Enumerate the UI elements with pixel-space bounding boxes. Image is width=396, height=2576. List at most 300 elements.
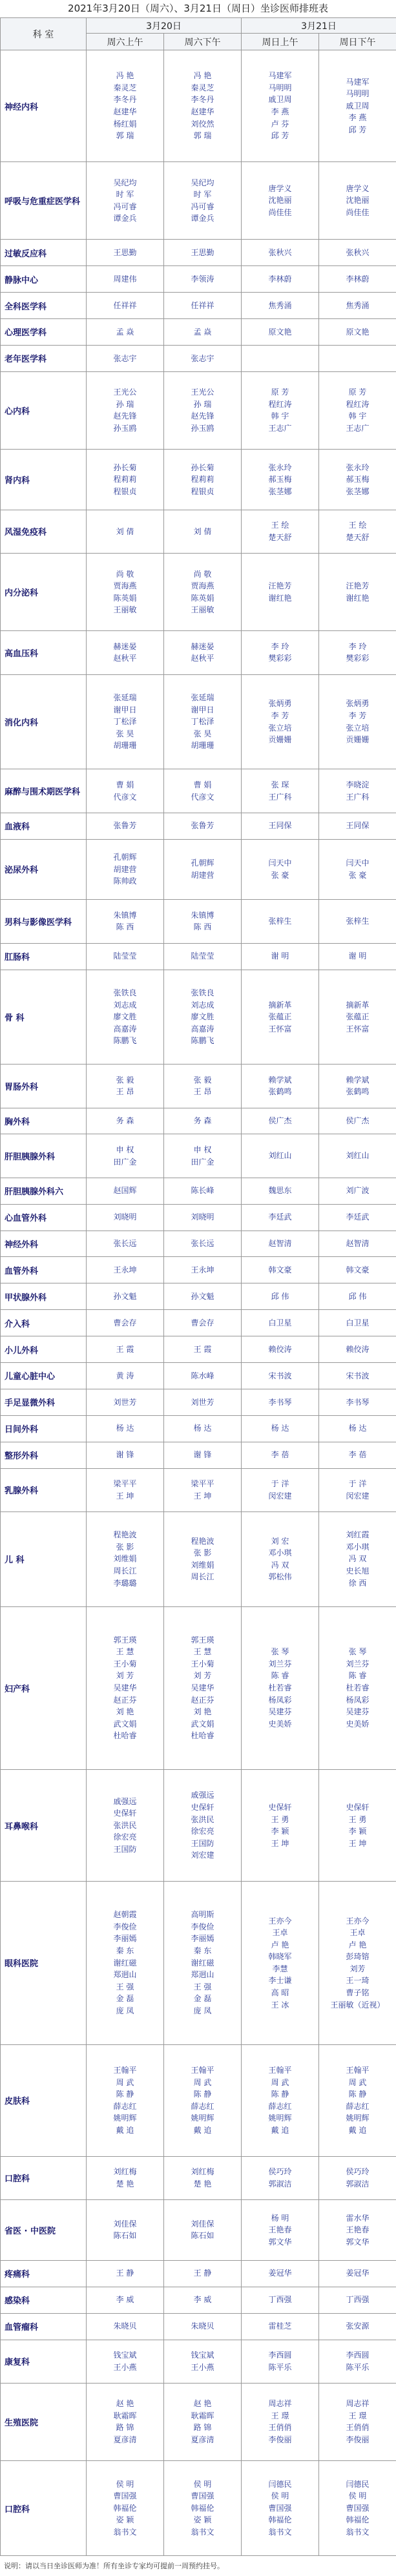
- doctor-name: 楚 艳: [193, 2179, 212, 2188]
- roster-row: [1, 943, 396, 970]
- doctor-name: 李 威: [193, 2295, 212, 2305]
- doctor-name: 李 玲: [271, 641, 289, 651]
- doctor-name: 曹会存: [191, 1318, 214, 1327]
- slot-cell-sun-am: [242, 1283, 319, 1310]
- doctor-name: 金 磊: [116, 1994, 134, 2004]
- header-slot-sat-am: 周六上午: [87, 34, 164, 50]
- doctor-name: 韩 宇: [348, 411, 367, 421]
- slot-cell-sun-am: [242, 2383, 319, 2460]
- department-name: 心血管外科: [1, 1204, 87, 1231]
- doctor-name: 张 毅: [116, 1075, 134, 1085]
- slot-cell-sun-am: [242, 1231, 319, 1257]
- doctor-name: 张 昊: [116, 729, 134, 738]
- doctor-name: 刘 芳: [193, 1671, 212, 1681]
- roster-row: [1, 900, 396, 943]
- doctor-name: 孟 焱: [193, 327, 212, 337]
- doctor-name: 马建军: [346, 77, 370, 87]
- doctor-name: 侯 明: [271, 2491, 289, 2501]
- doctor-name: 李丽嫣: [113, 1934, 137, 1944]
- doctor-name: 孔朝辉: [113, 853, 137, 862]
- doctor-name: 张炳勇: [268, 699, 292, 709]
- doctor-name: 庞 凤: [193, 2006, 212, 2015]
- doctor-name: 杨 达: [348, 1424, 367, 1433]
- doctor-name: 赫迷晏: [113, 641, 137, 651]
- doctor-name: 王怀富: [346, 1024, 370, 1034]
- doctor-name: 高嘉涛: [113, 1024, 137, 1034]
- slot-cell-sat-pm: [164, 240, 242, 266]
- doctor-name: 史保轩: [113, 1809, 137, 1818]
- slot-cell-sun-am: [242, 1178, 319, 1204]
- slot-cell-sat-pm: [164, 2260, 242, 2287]
- doctor-name: 杨 明: [271, 2213, 289, 2223]
- doctor-name: 朱镇博: [191, 910, 214, 920]
- slot-cell-sat-pm: [164, 2287, 242, 2313]
- doctor-name: 李林蔚: [346, 274, 370, 284]
- doctor-name: 陈水峰: [191, 1371, 214, 1380]
- doctor-name: 闫德民: [346, 2479, 370, 2489]
- doctor-name: 王光公: [113, 388, 137, 397]
- doctor-name: 韩文豪: [346, 1265, 370, 1275]
- doctor-name: 李 蓓: [271, 1450, 289, 1460]
- slot-cell-sat-pm: [164, 1511, 242, 1606]
- doctor-name: 王小菊: [113, 1659, 137, 1668]
- slot-cell-sat-am: [87, 50, 164, 162]
- doctor-name: 时 军: [116, 190, 134, 200]
- header-dept: 科 室: [1, 18, 87, 50]
- doctor-name: 史保轩: [346, 1802, 370, 1812]
- doctor-name: 王卓: [349, 1928, 366, 1938]
- doctor-name: 刘 宏: [271, 1536, 289, 1546]
- doctor-name: 王 绘: [271, 521, 289, 530]
- doctor-name: 秦灵芝: [191, 83, 214, 92]
- slot-cell-sun-am: [242, 769, 319, 813]
- roster-row: [1, 1336, 396, 1363]
- doctor-name: 张鹤鸣: [346, 1087, 370, 1097]
- doctor-name: 王 慧: [193, 1647, 212, 1657]
- roster-table: [0, 17, 396, 2556]
- doctor-name: 冯 艳: [193, 71, 212, 81]
- duty-roster: [0, 17, 396, 2556]
- doctor-name: 郭淑洁: [346, 2179, 370, 2188]
- doctor-name: 贾海燕: [113, 581, 137, 591]
- doctor-name: 赵正芬: [113, 1695, 137, 1705]
- slot-cell-sun-am: [242, 1882, 319, 2044]
- doctor-name: 刘佳保: [113, 2219, 137, 2228]
- doctor-name: 王 静: [193, 2269, 212, 2278]
- roster-row: [1, 1178, 396, 1204]
- slot-cell-sat-pm: [164, 2044, 242, 2156]
- doctor-name: 吴建芬: [268, 1707, 292, 1717]
- slot-cell-sat-pm: [164, 450, 242, 510]
- doctor-name: 王 霞: [193, 1344, 212, 1354]
- doctor-name: 王思勤: [191, 247, 214, 257]
- doctor-name: 郭王瑛: [191, 1635, 214, 1645]
- doctor-name: 耿霜晖: [191, 2411, 214, 2420]
- doctor-name: 姚明辉: [191, 2114, 214, 2123]
- doctor-name: 翁书文: [346, 2527, 370, 2537]
- doctor-name: 王志广: [346, 424, 370, 433]
- doctor-name: 王广科: [346, 792, 370, 802]
- doctor-name: 陈 西: [193, 922, 212, 932]
- doctor-name: 高 昭: [271, 1988, 289, 1998]
- doctor-name: 王艳春: [346, 2225, 370, 2235]
- department-name: 康复科: [1, 2340, 87, 2383]
- doctor-name: 侯 明: [348, 2491, 367, 2501]
- roster-row: [1, 1065, 396, 1108]
- slot-cell-sat-am: [87, 1204, 164, 1231]
- department-name: 泌尿外科: [1, 839, 87, 900]
- doctor-name: 贡姗姗: [268, 735, 292, 745]
- doctor-name: 韩 宇: [271, 411, 289, 421]
- doctor-name: 廖文胜: [191, 1012, 214, 1022]
- doctor-name: 赵 艳: [116, 2399, 134, 2409]
- doctor-name: 李冬丹: [113, 95, 137, 105]
- doctor-name: 陈长峰: [191, 1186, 214, 1196]
- slot-cell-sat-pm: [164, 2313, 242, 2340]
- slot-cell-sat-am: [87, 2156, 164, 2199]
- header-row-days: [1, 18, 396, 34]
- roster-row: [1, 162, 396, 240]
- doctor-name: 王国防: [113, 1845, 137, 1854]
- department-name: 皮肤科: [1, 2044, 87, 2156]
- slot-cell-sat-pm: [164, 319, 242, 346]
- doctor-name: 吴建华: [191, 1683, 214, 1693]
- slot-cell-sun-pm: [319, 2313, 396, 2340]
- doctor-name: 周 武: [193, 2077, 212, 2087]
- doctor-name: 廖文胜: [113, 1012, 137, 1022]
- doctor-name: 刘红梅: [191, 2167, 214, 2177]
- doctor-name: 王 静: [116, 2269, 134, 2278]
- slot-cell-sun-am: [242, 240, 319, 266]
- doctor-name: 赵智清: [346, 1239, 370, 1249]
- doctor-name: 任祥祥: [191, 300, 214, 310]
- doctor-name: 刘志成: [191, 1000, 214, 1010]
- doctor-name: 薛志红: [346, 2101, 370, 2111]
- doctor-name: 曹国强: [268, 2503, 292, 2513]
- doctor-name: 冯 双: [271, 1560, 289, 1570]
- doctor-name: 申 权: [116, 1145, 134, 1155]
- slot-cell-sun-am: [242, 2287, 319, 2313]
- doctor-name: 雷桂芝: [268, 2322, 292, 2331]
- doctor-name: 务 森: [116, 1116, 134, 1126]
- doctor-name: 王翰平: [113, 2065, 137, 2075]
- slot-cell-sun-am: [242, 1415, 319, 1442]
- doctor-name: 谢 明: [348, 951, 367, 961]
- slot-cell-sun-am: [242, 970, 319, 1065]
- doctor-name: 路 锦: [116, 2423, 134, 2433]
- doctor-name: 谢 锋: [193, 1450, 212, 1460]
- doctor-name: 张延瑞: [191, 693, 214, 703]
- doctor-name: 王 坤: [116, 1491, 134, 1501]
- doctor-name: 刘广波: [346, 1186, 370, 1196]
- department-name: 乳腺外科: [1, 1468, 87, 1511]
- doctor-name: 郭 瑞: [116, 131, 134, 141]
- doctor-name: 姚明辉: [113, 2114, 137, 2123]
- roster-row: [1, 1770, 396, 1882]
- doctor-name: 张 琴: [271, 1647, 289, 1657]
- doctor-name: 侯广杰: [346, 1116, 370, 1126]
- doctor-name: 唐学义: [346, 183, 370, 193]
- slot-cell-sun-am: [242, 900, 319, 943]
- slot-cell-sat-am: [87, 2340, 164, 2383]
- slot-cell-sat-am: [87, 450, 164, 510]
- doctor-name: 韩福伦: [191, 2503, 214, 2513]
- doctor-name: 杜若睿: [268, 1683, 292, 1693]
- doctor-name: 王 璟: [271, 2411, 289, 2420]
- department-name: 肛肠科: [1, 943, 87, 970]
- doctor-name: 沈艳丽: [346, 196, 370, 205]
- doctor-name: 程红涛: [268, 399, 292, 409]
- slot-cell-sat-am: [87, 371, 164, 449]
- doctor-name: 刘 倩: [116, 526, 134, 536]
- doctor-name: 张鲁芳: [191, 821, 214, 831]
- doctor-name: 杜若睿: [346, 1683, 370, 1693]
- slot-cell-sat-pm: [164, 293, 242, 319]
- slot-cell-sun-pm: [319, 2044, 396, 2156]
- slot-cell-sat-pm: [164, 345, 242, 371]
- doctor-name: 王翰平: [346, 2065, 370, 2075]
- slot-cell-sun-pm: [319, 450, 396, 510]
- department-name: 肝胆胰腺外科: [1, 1134, 87, 1178]
- doctor-name: 赵建华: [191, 107, 214, 117]
- doctor-name: 谢红艳: [346, 593, 370, 603]
- doctor-name: 史美娇: [346, 1719, 370, 1729]
- slot-cell-sat-pm: [164, 674, 242, 769]
- doctor-name: 赖佼涛: [346, 1344, 370, 1354]
- doctor-name: 赵先锋: [113, 411, 137, 421]
- doctor-name: 王俏俏: [346, 2423, 370, 2433]
- department-name: 感染科: [1, 2287, 87, 2313]
- doctor-name: 王永坤: [191, 1265, 214, 1275]
- doctor-name: 焦秀涌: [268, 300, 292, 310]
- slot-cell-sat-pm: [164, 266, 242, 293]
- slot-cell-sat-am: [87, 970, 164, 1065]
- doctor-name: 郭淑洁: [268, 2179, 292, 2188]
- roster-row: [1, 450, 396, 510]
- slot-cell-sun-pm: [319, 371, 396, 449]
- doctor-name: 刘晓明: [113, 1212, 137, 1222]
- doctor-name: 王小燕: [113, 2362, 137, 2372]
- slot-cell-sun-pm: [319, 1606, 396, 1769]
- doctor-name: 赖学斌: [268, 1075, 292, 1085]
- slot-cell-sun-am: [242, 1310, 319, 1336]
- page-title: 2021年3月20日（周六）、3月21日（周日）坐诊医师排班表: [68, 3, 328, 14]
- doctor-name: 刘世芳: [113, 1397, 137, 1407]
- doctor-name: 李 玲: [348, 641, 367, 651]
- doctor-name: 秦 东: [116, 1946, 134, 1955]
- roster-row: [1, 1389, 396, 1415]
- department-name: 血液科: [1, 813, 87, 839]
- slot-cell-sat-pm: [164, 1204, 242, 1231]
- doctor-name: 赵秋平: [113, 654, 137, 663]
- slot-cell-sat-pm: [164, 1389, 242, 1415]
- slot-cell-sat-pm: [164, 1283, 242, 1310]
- slot-cell-sat-pm: [164, 769, 242, 813]
- department-name: 静脉中心: [1, 266, 87, 293]
- doctor-name: 尚 敬: [193, 569, 212, 579]
- doctor-name: 刘佳保: [191, 2219, 214, 2228]
- doctor-name: 张秋兴: [268, 247, 292, 257]
- slot-cell-sat-pm: [164, 1606, 242, 1769]
- doctor-name: 王 强: [116, 1982, 134, 1991]
- doctor-name: 张志宇: [113, 353, 137, 363]
- doctor-name: 张 琛: [271, 780, 289, 789]
- doctor-name: 杨 达: [193, 1424, 212, 1433]
- doctor-name: 徐 西: [348, 1578, 367, 1588]
- slot-cell-sat-am: [87, 1231, 164, 1257]
- slot-cell-sun-pm: [319, 1178, 396, 1204]
- slot-cell-sun-pm: [319, 319, 396, 346]
- doctor-name: 吴纪均: [113, 178, 137, 187]
- slot-cell-sun-am: [242, 1204, 319, 1231]
- slot-cell-sun-pm: [319, 2287, 396, 2313]
- doctor-name: 赵国辉: [113, 1186, 137, 1196]
- doctor-name: 赵朝霞: [113, 1910, 137, 1920]
- department-name: 血管瘤科: [1, 2313, 87, 2340]
- slot-cell-sat-pm: [164, 970, 242, 1065]
- doctor-name: 曹会存: [113, 1318, 137, 1327]
- slot-cell-sun-am: [242, 319, 319, 346]
- roster-row: [1, 1511, 396, 1606]
- doctor-name: 程莉莉: [191, 475, 214, 484]
- roster-row: [1, 1231, 396, 1257]
- doctor-name: 黄 涛: [116, 1371, 134, 1380]
- doctor-name: 孙文魁: [113, 1291, 137, 1301]
- department-name: 肾内科: [1, 450, 87, 510]
- department-name: 消化内科: [1, 674, 87, 769]
- doctor-name: 任祥祥: [113, 300, 137, 310]
- department-name: 胸外科: [1, 1108, 87, 1134]
- doctor-name: 李璐璐: [113, 1578, 137, 1588]
- doctor-name: 张秋兴: [346, 247, 370, 257]
- doctor-name: 高嘉涛: [191, 1024, 214, 1034]
- slot-cell-sat-pm: [164, 2383, 242, 2460]
- doctor-name: 代彦文: [191, 792, 214, 802]
- slot-cell-sat-pm: [164, 1310, 242, 1336]
- slot-cell-sun-pm: [319, 900, 396, 943]
- slot-cell-sun-pm: [319, 1442, 396, 1468]
- doctor-name: 王怀富: [268, 1024, 292, 1034]
- slot-cell-sun-am: [242, 2340, 319, 2383]
- doctor-name: 张立培: [268, 723, 292, 732]
- doctor-name: 姿 颖: [193, 2515, 212, 2525]
- doctor-name: 韩文豪: [268, 1265, 292, 1275]
- slot-cell-sat-pm: [164, 2340, 242, 2383]
- doctor-name: 冯可睿: [191, 202, 214, 211]
- slot-cell-sat-pm: [164, 900, 242, 943]
- slot-cell-sun-pm: [319, 510, 396, 553]
- slot-cell-sun-pm: [319, 2156, 396, 2199]
- doctor-name: 陈石如: [191, 2231, 214, 2241]
- doctor-name: 谢红磁: [191, 1958, 214, 1968]
- department-name: 骨 科: [1, 970, 87, 1065]
- roster-row: [1, 240, 396, 266]
- department-name: 日间外科: [1, 1415, 87, 1442]
- doctor-name: 尚佳佳: [268, 208, 292, 218]
- doctor-name: 杨 达: [116, 1424, 134, 1433]
- doctor-name: 钱宝斌: [191, 2351, 214, 2360]
- slot-cell-sat-pm: [164, 1882, 242, 2044]
- slot-cell-sun-pm: [319, 1389, 396, 1415]
- slot-cell-sun-pm: [319, 674, 396, 769]
- slot-cell-sun-am: [242, 2044, 319, 2156]
- header-day-2: 3月21日: [242, 18, 396, 34]
- slot-cell-sun-pm: [319, 1134, 396, 1178]
- slot-cell-sat-pm: [164, 1257, 242, 1283]
- department-name: 耳鼻喉科: [1, 1770, 87, 1882]
- roster-row: [1, 510, 396, 553]
- doctor-name: 周志祥: [346, 2399, 370, 2409]
- doctor-name: 王俏俏: [268, 2423, 292, 2433]
- doctor-name: 王思勤: [113, 247, 137, 257]
- department-name: 介入科: [1, 1310, 87, 1336]
- doctor-name: 田广金: [191, 1157, 214, 1167]
- doctor-name: 马明明: [268, 83, 292, 92]
- doctor-name: 李丽嫣: [191, 1934, 214, 1944]
- slot-cell-sat-am: [87, 1310, 164, 1336]
- doctor-name: 姿 颖: [116, 2515, 134, 2525]
- doctor-name: 王亦今: [346, 1916, 370, 1926]
- doctor-name: 刘佼然: [191, 119, 214, 129]
- doctor-name: 贾海燕: [191, 581, 214, 591]
- roster-row: [1, 1310, 396, 1336]
- doctor-name: 王丽敏: [113, 605, 137, 615]
- doctor-name: 赖佼涛: [268, 1344, 292, 1354]
- footer-note: 说明：请以当日坐诊医师为准！所有坐诊专家均可提前一周预约挂号。: [4, 2562, 224, 2570]
- doctor-name: 张 豪: [348, 870, 367, 880]
- doctor-name: 王 勇: [271, 1814, 289, 1824]
- slot-cell-sun-am: [242, 1770, 319, 1882]
- doctor-name: 陈 静: [193, 2090, 212, 2099]
- slot-cell-sun-pm: [319, 1415, 396, 1442]
- doctor-name: 戴 追: [271, 2125, 289, 2135]
- slot-cell-sun-am: [242, 1389, 319, 1415]
- slot-cell-sat-am: [87, 2313, 164, 2340]
- doctor-name: 刘世芳: [191, 1397, 214, 1407]
- department-name: 眼科医院: [1, 1882, 87, 2044]
- doctor-name: 李 颖: [271, 1827, 289, 1836]
- slot-cell-sun-pm: [319, 2260, 396, 2287]
- slot-cell-sat-am: [87, 2461, 164, 2556]
- doctor-name: 张永玲: [268, 462, 292, 472]
- slot-cell-sat-am: [87, 1178, 164, 1204]
- roster-row: [1, 1108, 396, 1134]
- doctor-name: 王一琦: [346, 1976, 370, 1986]
- doctor-name: 李廷武: [346, 1212, 370, 1222]
- doctor-name: 李 芳: [271, 711, 289, 720]
- doctor-name: 陈平乐: [268, 2362, 292, 2372]
- doctor-name: 陈 西: [116, 922, 134, 932]
- slot-cell-sun-pm: [319, 266, 396, 293]
- slot-cell-sun-am: [242, 1065, 319, 1108]
- doctor-name: 秦 东: [193, 1946, 212, 1955]
- slot-cell-sat-pm: [164, 1770, 242, 1882]
- roster-row: [1, 319, 396, 346]
- doctor-name: 李 威: [116, 2295, 134, 2305]
- doctor-name: 刘 艳: [193, 1707, 212, 1717]
- roster-row: [1, 266, 396, 293]
- department-name: 口腔科: [1, 2461, 87, 2556]
- doctor-name: 时 军: [193, 190, 212, 200]
- slot-cell-sun-am: [242, 510, 319, 553]
- doctor-name: 吴纪均: [191, 178, 214, 187]
- department-name: 儿童心脏中心: [1, 1363, 87, 1389]
- slot-cell-sat-pm: [164, 2156, 242, 2199]
- slot-cell-sat-am: [87, 1606, 164, 1769]
- slot-cell-sun-pm: [319, 970, 396, 1065]
- doctor-name: 王 坤: [348, 1838, 367, 1848]
- slot-cell-sat-am: [87, 554, 164, 631]
